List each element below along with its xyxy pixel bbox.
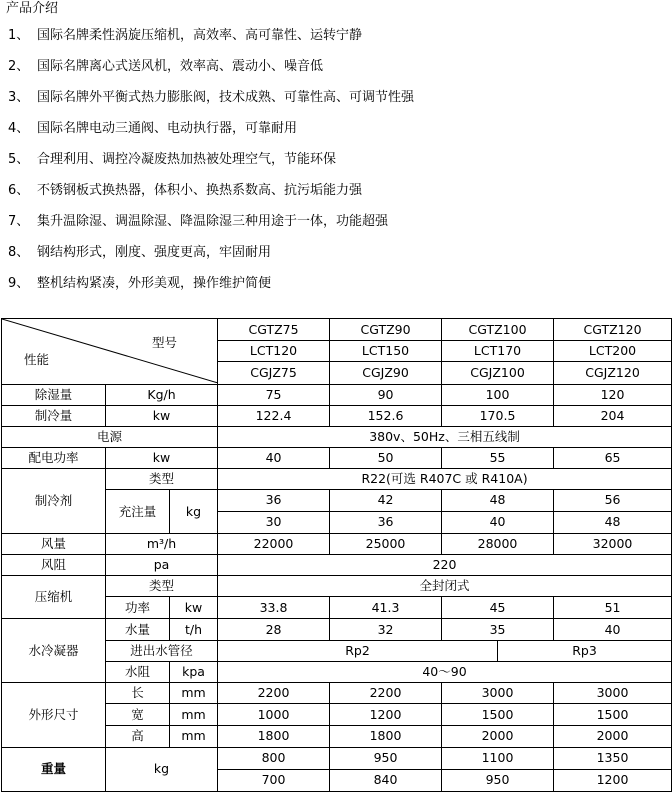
value-cell: Rp3	[498, 640, 672, 661]
value-cell: 1500	[554, 704, 672, 726]
value-cell: 36	[330, 511, 442, 533]
value-cell: 40～90	[218, 661, 672, 682]
value-cell: 33.8	[218, 597, 330, 619]
model-cell: CGJZ120	[554, 362, 672, 384]
unit-cell: Kg/h	[106, 384, 218, 405]
value-cell: 122.4	[218, 405, 330, 426]
row-label: 制冷量	[2, 405, 106, 426]
table-row	[2, 619, 672, 640]
unit-cell: kg	[170, 490, 218, 533]
value-cell: 120	[554, 384, 672, 405]
model-label: 型号	[152, 335, 178, 350]
unit-cell: m³/h	[106, 533, 218, 554]
unit-cell: pa	[106, 554, 218, 575]
unit-cell: kw	[106, 448, 218, 469]
value-cell: 950	[330, 747, 442, 769]
model-cell: LCT170	[442, 341, 554, 362]
value-cell: 65	[554, 448, 672, 469]
value-cell: 1800	[218, 726, 330, 747]
value-cell: 28000	[442, 533, 554, 554]
feature-item: 9、 整机结构紧凑，外形美观，操作维护简便	[8, 276, 272, 291]
sub-label: 充注量	[106, 490, 170, 533]
row-label: 除湿量	[2, 384, 106, 405]
sub-label: 功率	[106, 597, 170, 619]
spec-table	[1, 318, 672, 792]
feature-item: 1、 国际名牌柔性涡旋压缩机，高效率、高可靠性、运转宁静	[8, 28, 363, 43]
table-row	[2, 747, 672, 769]
feature-item: 8、 钢结构形式，刚度、强度更高，牢固耐用	[8, 245, 272, 260]
value-cell: 840	[330, 769, 442, 791]
row-label: 电源	[2, 426, 218, 447]
feature-item: 2、 国际名牌离心式送风机，效率高、震动小、噪音低	[8, 59, 324, 74]
model-cell: CGJZ100	[442, 362, 554, 384]
model-cell: CGTZ100	[442, 319, 554, 341]
value-cell: 1350	[554, 747, 672, 769]
model-cell: LCT200	[554, 341, 672, 362]
value-cell: 3000	[554, 682, 672, 703]
value-cell: 220	[218, 554, 672, 575]
value-cell: 1200	[330, 704, 442, 726]
perf-label: 性能	[24, 352, 50, 367]
value-cell: R22(可选 R407C 或 R410A)	[218, 469, 672, 490]
model-cell: CGJZ90	[330, 362, 442, 384]
table-row	[2, 448, 672, 469]
unit-cell: kw	[170, 597, 218, 619]
value-cell: 56	[554, 490, 672, 511]
model-cell: CGTZ120	[554, 319, 672, 341]
feature-item: 7、 集升温除湿、调温除湿、降温除湿三种用途于一体，功能超强	[8, 214, 389, 229]
page-title: 产品介绍	[6, 1, 59, 16]
feature-item: 4、 国际名牌电动三通阀、电动执行器，可靠耐用	[8, 121, 298, 136]
sub-label: 类型	[106, 469, 218, 490]
sub-label: 宽	[106, 704, 170, 726]
value-cell: 170.5	[442, 405, 554, 426]
value-cell: 全封闭式	[218, 576, 672, 597]
table-row	[2, 319, 672, 341]
value-cell: 22000	[218, 533, 330, 554]
value-cell: 2000	[554, 726, 672, 747]
table-row	[2, 554, 672, 575]
value-cell: 1000	[218, 704, 330, 726]
value-cell: 30	[218, 511, 330, 533]
model-cell: CGJZ75	[218, 362, 330, 384]
value-cell: 204	[554, 405, 672, 426]
unit-cell: mm	[170, 704, 218, 726]
table-row	[2, 384, 672, 405]
sub-label: 长	[106, 682, 170, 703]
value-cell: 55	[442, 448, 554, 469]
table-row	[2, 533, 672, 554]
value-cell: Rp2	[218, 640, 498, 661]
model-cell: LCT150	[330, 341, 442, 362]
value-cell: 380v、50Hz、三相五线制	[218, 426, 672, 447]
unit-cell: kw	[106, 405, 218, 426]
sub-label: 水量	[106, 619, 170, 640]
diagonal-line	[2, 319, 218, 383]
value-cell: 2200	[218, 682, 330, 703]
value-cell: 1800	[330, 726, 442, 747]
value-cell: 40	[218, 448, 330, 469]
value-cell: 1500	[442, 704, 554, 726]
value-cell: 45	[442, 597, 554, 619]
value-cell: 2000	[442, 726, 554, 747]
unit-cell: t/h	[170, 619, 218, 640]
feature-item: 5、 合理利用、调控冷凝废热加热被处理空气，节能环保	[8, 152, 337, 167]
table-row	[2, 469, 672, 490]
value-cell: 1100	[442, 747, 554, 769]
value-cell: 90	[330, 384, 442, 405]
value-cell: 35	[442, 619, 554, 640]
value-cell: 25000	[330, 533, 442, 554]
value-cell: 36	[218, 490, 330, 511]
unit-cell: mm	[170, 682, 218, 703]
value-cell: 48	[442, 490, 554, 511]
header-diagonal-cell	[2, 319, 218, 385]
value-cell: 700	[218, 769, 330, 791]
row-label: 制冷剂	[2, 469, 106, 534]
model-cell: CGTZ90	[330, 319, 442, 341]
row-label: 风阻	[2, 554, 106, 575]
row-label: 配电功率	[2, 448, 106, 469]
sub-label: 水阻	[106, 661, 170, 682]
value-cell: 28	[218, 619, 330, 640]
sub-label: 进出水管径	[106, 640, 218, 661]
value-cell: 51	[554, 597, 672, 619]
unit-cell: kpa	[170, 661, 218, 682]
sub-label: 高	[106, 726, 170, 747]
value-cell: 152.6	[330, 405, 442, 426]
value-cell: 40	[554, 619, 672, 640]
value-cell: 50	[330, 448, 442, 469]
value-cell: 48	[554, 511, 672, 533]
unit-cell: kg	[106, 747, 218, 791]
value-cell: 42	[330, 490, 442, 511]
value-cell: 1200	[554, 769, 672, 791]
row-label: 风量	[2, 533, 106, 554]
value-cell: 800	[218, 747, 330, 769]
feature-item: 6、 不锈钢板式换热器，体积小、换热系数高、抗污垢能力强	[8, 183, 363, 198]
row-label: 外形尺寸	[2, 682, 106, 747]
value-cell: 32000	[554, 533, 672, 554]
value-cell: 3000	[442, 682, 554, 703]
value-cell: 100	[442, 384, 554, 405]
row-label: 重量	[2, 747, 106, 791]
value-cell: 32	[330, 619, 442, 640]
table-row	[2, 576, 672, 597]
value-cell: 950	[442, 769, 554, 791]
table-row	[2, 682, 672, 703]
row-label: 水冷凝器	[2, 619, 106, 683]
unit-cell: mm	[170, 726, 218, 747]
row-label: 压缩机	[2, 576, 106, 619]
value-cell: 2200	[330, 682, 442, 703]
table-row	[2, 405, 672, 426]
feature-item: 3、 国际名牌外平衡式热力膨胀阀，技术成熟、可靠性高、可调节性强	[8, 90, 415, 105]
sub-label: 类型	[106, 576, 218, 597]
value-cell: 41.3	[330, 597, 442, 619]
value-cell: 40	[442, 511, 554, 533]
model-cell: LCT120	[218, 341, 330, 362]
table-row	[2, 426, 672, 447]
value-cell: 75	[218, 384, 330, 405]
model-cell: CGTZ75	[218, 319, 330, 341]
